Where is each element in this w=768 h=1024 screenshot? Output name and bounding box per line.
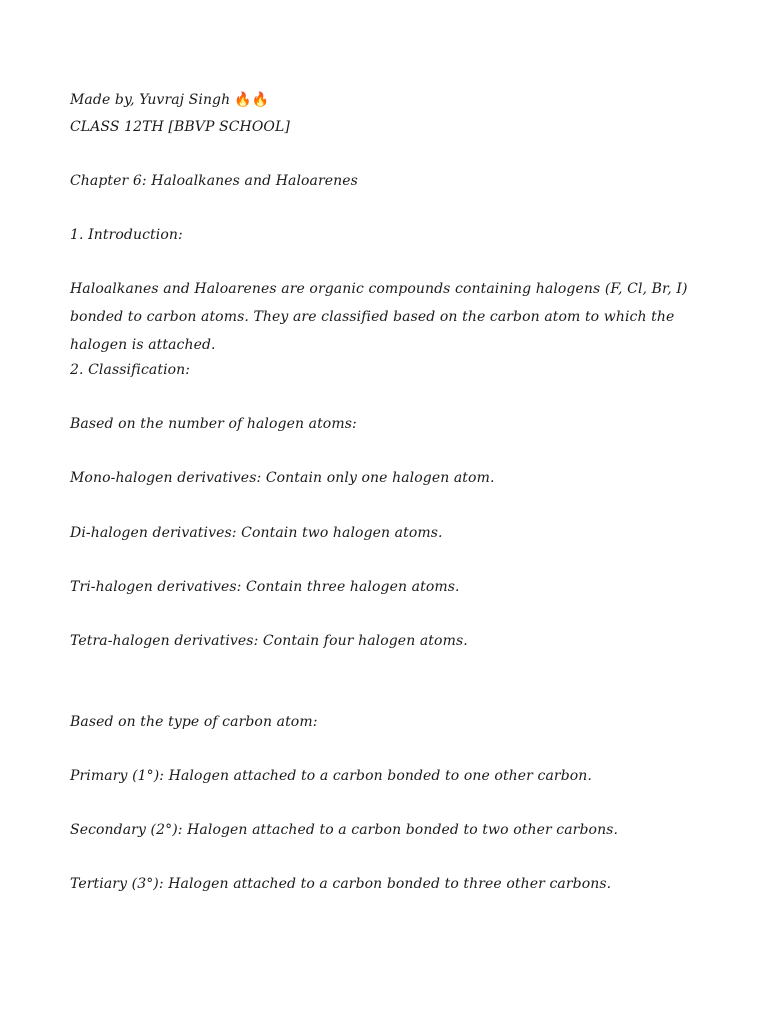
fire-emoji-icon: 🔥🔥 [234, 92, 270, 108]
classification-heading: 2. Classification: [70, 362, 191, 378]
list-item: Tetra-halogen derivatives: Contain four halogen atoms. [70, 633, 468, 649]
introduction-heading: 1. Introduction: [70, 227, 183, 243]
class-line: CLASS 12TH [BBVP SCHOOL] [70, 119, 290, 135]
author-name: Made by, Yuvraj Singh [70, 92, 231, 108]
author-line [70, 91, 269, 109]
list-item: Tri-halogen derivatives: Contain three halogen atoms. [70, 579, 460, 595]
list-item: Di-halogen derivatives: Contain two halogen atoms. [70, 525, 443, 541]
list-item: Primary (1°): Halogen attached to a carbon bonded to one other carbon. [70, 768, 592, 784]
by-carbon-heading: Based on the type of carbon atom: [70, 714, 318, 730]
introduction-paragraph: Haloalkanes and Haloarenes are organic compounds containing halogens (F, Cl, Br, I) bonded to carbon atoms. They are classified based on the carbon atom to which the halogen is attached. [70, 281, 688, 353]
list-item: Secondary (2°): Halogen attached to a carbon bonded to two other carbons. [70, 822, 619, 838]
chapter-title: Chapter 6: Haloalkanes and Haloarenes [70, 173, 358, 189]
list-item: Tertiary (3°): Halogen attached to a carbon bonded to three other carbons. [70, 876, 612, 892]
by-number-heading: Based on the number of halogen atoms: [70, 416, 357, 432]
list-item: Mono-halogen derivatives: Contain only one halogen atom. [70, 470, 495, 486]
